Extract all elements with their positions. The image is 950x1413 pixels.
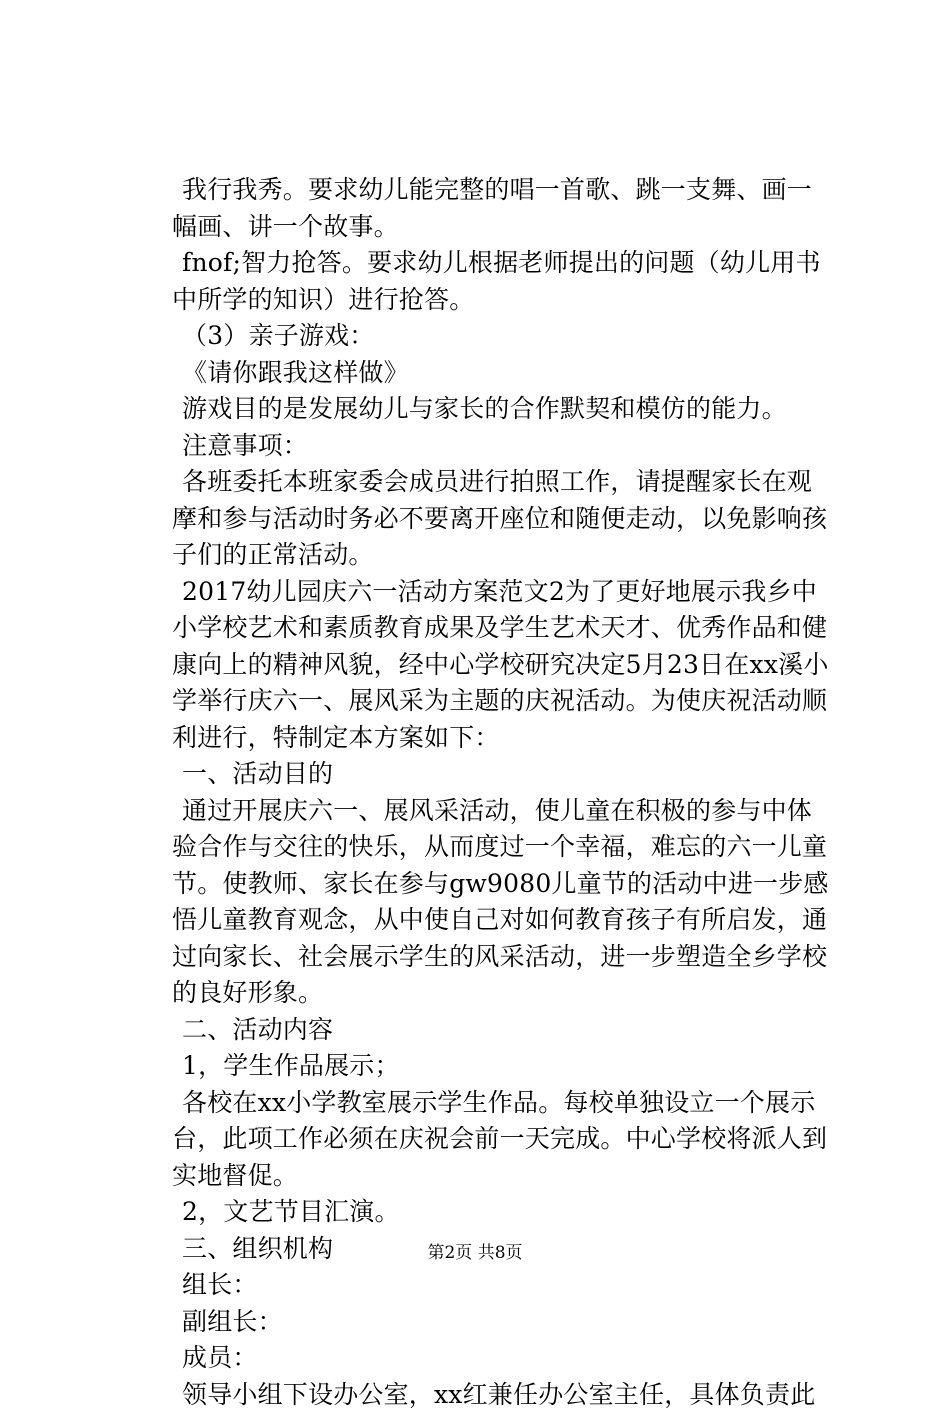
paragraph-17: 副组长： bbox=[172, 1304, 834, 1341]
paragraph-2: fnof;智力抢答。要求幼儿根据老师提出的问题（幼儿用书中所学的知识）进行抢答。 bbox=[172, 245, 834, 318]
paragraph-1: 我行我秀。要求幼儿能完整的唱一首歌、跳一支舞、画一幅画、讲一个故事。 bbox=[172, 172, 834, 245]
paragraph-10: 通过开展庆六一、展风采活动，使儿童在积极的参与中体验合作与交往的快乐，从而度过一个幸福，难忘的六一儿童节。使教师、家长在参与gw9080儿童节的活动中进一步感悟儿童教育观念，从中使自己对如何教育孩子有所启发，通过向家长、社会展示学生的风采活动，进一步塑造全乡学校的良好形象。 bbox=[172, 793, 834, 1012]
paragraph-8: 2017幼儿园庆六一活动方案范文2为了更好地展示我乡中小学校艺术和素质教育成果及学生艺术天才、优秀作品和健康向上的精神风貌，经中心学校研究决定5月23日在xx溪小学举行庆六一、展风采为主题的庆祝活动。为使庆祝活动顺利进行，特制定本方案如下： bbox=[172, 574, 834, 757]
paragraph-12: 1，学生作品展示； bbox=[172, 1048, 834, 1085]
paragraph-14: 2，文艺节目汇演。 bbox=[172, 1194, 834, 1231]
paragraph-3: （3）亲子游戏： bbox=[172, 318, 834, 355]
paragraph-15: 三、组织机构 bbox=[172, 1231, 834, 1268]
page-number-footer: 第2页 共8页 bbox=[0, 1243, 950, 1263]
paragraph-19: 领导小组下设办公室，xx红兼任办公室主任，具体负责此 bbox=[172, 1377, 834, 1413]
paragraph-7: 各班委托本班家委会成员进行拍照工作，请提醒家长在观摩和参与活动时务必不要离开座位和随便走动，以免影响孩子们的正常活动。 bbox=[172, 464, 834, 574]
paragraph-6: 注意事项： bbox=[172, 428, 834, 465]
paragraph-5: 游戏目的是发展幼儿与家长的合作默契和模仿的能力。 bbox=[172, 391, 834, 428]
paragraph-9: 一、活动目的 bbox=[172, 756, 834, 793]
paragraph-13: 各校在xx小学教室展示学生作品。每校单独设立一个展示台，此项工作必须在庆祝会前一天完成。中心学校将派人到实地督促。 bbox=[172, 1085, 834, 1195]
paragraph-16: 组长： bbox=[172, 1267, 834, 1304]
paragraph-18: 成员： bbox=[172, 1340, 834, 1377]
document-body bbox=[172, 172, 834, 1413]
paragraph-4: 《请你跟我这样做》 bbox=[172, 355, 834, 392]
paragraph-11: 二、活动内容 bbox=[172, 1012, 834, 1049]
